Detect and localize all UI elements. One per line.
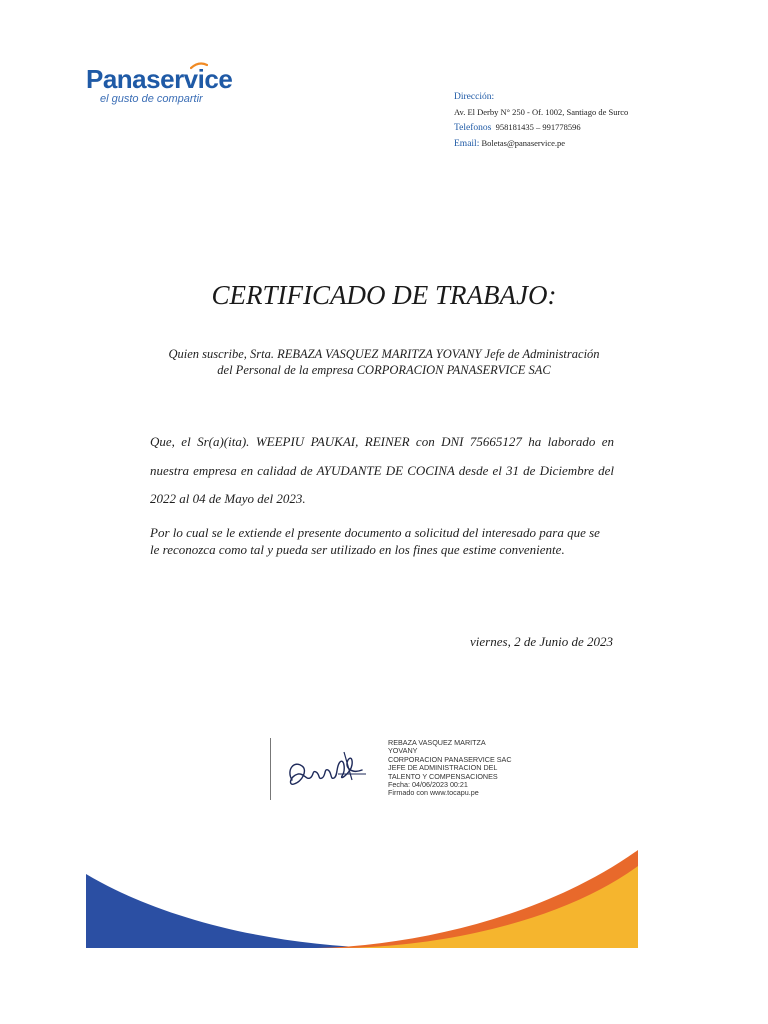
intro-paragraph bbox=[150, 346, 618, 378]
footer-decorative-wave bbox=[86, 846, 638, 950]
logo-swoosh-icon bbox=[190, 62, 208, 70]
handwritten-signature-icon bbox=[282, 740, 372, 796]
email-value[interactable]: Boletas@panaservice.pe bbox=[481, 138, 566, 148]
address-label: Dirección: bbox=[454, 92, 495, 102]
signer-name-line-2: YOVANY bbox=[388, 746, 418, 756]
signer-role-line-1: JEFE DE ADMINISTRACION DEL bbox=[388, 763, 498, 773]
email-row bbox=[454, 136, 628, 152]
logo-slogan: el gusto de compartir bbox=[100, 93, 203, 105]
document-title: CERTIFICADO DE TRABAJO: bbox=[211, 280, 557, 310]
signer-name-line-1: REBAZA VASQUEZ MARITZA bbox=[388, 738, 486, 747]
body-paragraph: Que, el Sr(a)(ita). WEEPIU PAUKAI, REINER con DNI 75665127 ha laborado en nuestra empresa en calidad de AYUDANTE DE COCINA desde el 31 de Diciembre del 2022 al 04 de Mayo del 2023. bbox=[150, 434, 614, 506]
signature-provider: Firmado con www.tocapu.pe bbox=[388, 788, 479, 798]
company-logo bbox=[86, 66, 236, 114]
intro-line-1: Quien suscribe, Srta. REBAZA VASQUEZ MARITZA YOVANY Jefe de Administración bbox=[168, 347, 600, 361]
contact-block bbox=[454, 90, 628, 152]
phone-row bbox=[454, 120, 628, 136]
signature-divider bbox=[270, 738, 271, 800]
signer-role-line-2: TALENTO Y COMPENSACIONES bbox=[388, 771, 498, 781]
closing-paragraph: Por lo cual se le extiende el presente documento a solicitud del interesado para que se le reconozca como tal y pueda ser utilizado en los fines que estime conveniente. bbox=[150, 525, 600, 557]
signer-company: CORPORACION PANASERVICE SAC bbox=[388, 754, 512, 764]
phone-value: 958181435 – 991778596 bbox=[495, 122, 581, 132]
digital-signature-info bbox=[388, 739, 548, 798]
logo-wordmark: Panaservice bbox=[86, 64, 233, 94]
email-label: Email: bbox=[454, 139, 480, 149]
intro-line-2: del Personal de la empresa CORPORACION PANASERVICE SAC bbox=[217, 363, 551, 377]
signature-date: Fecha: 04/06/2023 00:21 bbox=[388, 780, 468, 790]
document-date: viernes, 2 de Junio de 2023 bbox=[470, 634, 613, 649]
address-value: Av. El Derby N° 250 - Of. 1002, Santiago de Surco bbox=[454, 107, 629, 117]
phone-label: Telefonos bbox=[454, 123, 492, 133]
